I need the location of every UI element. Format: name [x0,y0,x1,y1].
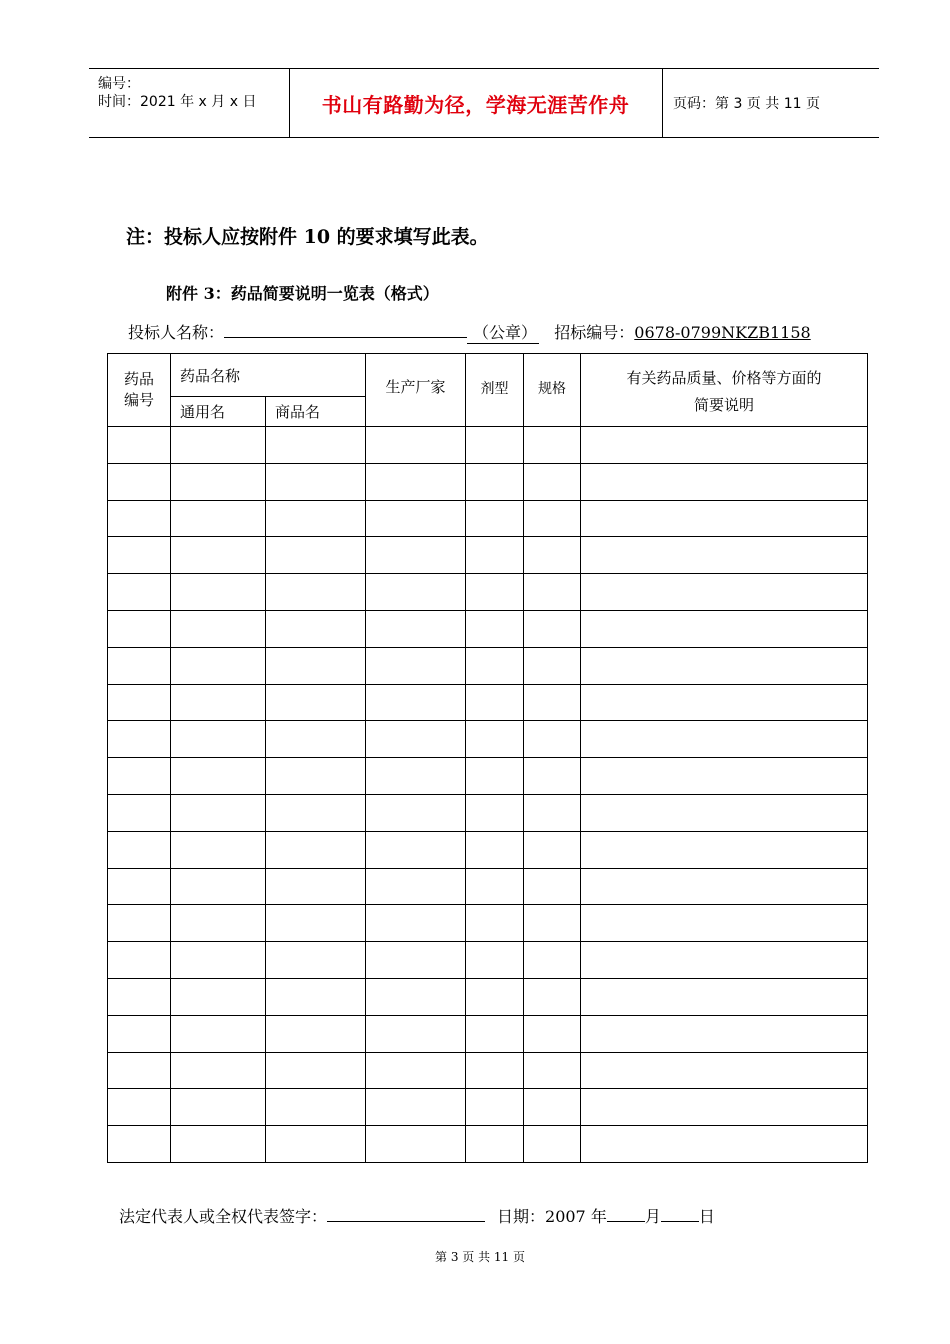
header-specification: 规格 [524,354,581,427]
header-description: 有关药品质量、价格等方面的 简要说明 [581,354,868,427]
table-cell[interactable] [108,758,171,795]
table-cell[interactable] [524,684,581,721]
table-cell[interactable] [466,978,524,1015]
table-cell[interactable] [524,1015,581,1052]
seal-label: （公章） [467,320,539,344]
table-row [108,831,868,868]
table-cell[interactable] [524,574,581,611]
table-cell[interactable] [581,831,868,868]
table-row [108,1052,868,1089]
table-cell[interactable] [108,427,171,464]
table-cell[interactable] [466,574,524,611]
table-cell[interactable] [266,758,366,795]
table-cell[interactable] [524,831,581,868]
table-cell[interactable] [581,463,868,500]
table-cell[interactable] [171,978,266,1015]
table-cell[interactable] [171,537,266,574]
table-row [108,1089,868,1126]
table-cell[interactable] [266,574,366,611]
table-cell[interactable] [108,1089,171,1126]
table-cell[interactable] [171,794,266,831]
table-row [108,905,868,942]
table-cell[interactable] [171,684,266,721]
bidder-line [128,320,811,344]
bidder-name-field[interactable] [224,323,467,338]
table-cell[interactable] [171,1052,266,1089]
table-cell[interactable] [581,500,868,537]
table-cell[interactable] [171,721,266,758]
table-cell[interactable] [108,684,171,721]
table-cell[interactable] [171,647,266,684]
table-cell[interactable] [581,1052,868,1089]
table-cell[interactable] [524,463,581,500]
table-cell[interactable] [466,794,524,831]
table-cell[interactable] [108,500,171,537]
signature-line [119,1204,715,1227]
day-label: 日 [698,1207,715,1226]
table-cell[interactable] [171,610,266,647]
header-drug-name: 药品名称 [171,354,366,397]
table-row [108,942,868,979]
table-cell[interactable] [466,463,524,500]
header-meta [89,69,290,137]
table-row [108,758,868,795]
table-row [108,1015,868,1052]
table-cell[interactable] [524,1052,581,1089]
table-cell[interactable] [524,537,581,574]
table-cell[interactable] [171,758,266,795]
table-cell[interactable] [524,905,581,942]
table-cell[interactable] [524,868,581,905]
table-cell[interactable] [581,610,868,647]
table-cell[interactable] [266,647,366,684]
table-cell[interactable] [108,721,171,758]
table-cell[interactable] [466,1089,524,1126]
table-cell[interactable] [581,794,868,831]
annex-title: 附件 3：药品简要说明一览表（格式） [166,284,439,303]
table-cell[interactable] [366,537,466,574]
table-cell[interactable] [366,610,466,647]
table-cell[interactable] [108,831,171,868]
tender-code: 0678-0799NKZB1158 [634,323,811,342]
page-info: 页码：第 3 页 共 11 页 [673,96,820,112]
table-cell[interactable] [266,610,366,647]
table-cell[interactable] [524,1126,581,1163]
table-cell[interactable] [466,905,524,942]
table-cell[interactable] [581,942,868,979]
table-cell[interactable] [366,1126,466,1163]
table-cell[interactable] [108,463,171,500]
table-cell[interactable] [266,794,366,831]
table-cell[interactable] [581,1126,868,1163]
tender-label: 招标编号： [554,323,635,342]
table-cell[interactable] [524,427,581,464]
table-row [108,427,868,464]
table-cell[interactable] [581,905,868,942]
table-cell[interactable] [366,684,466,721]
table-cell[interactable] [466,500,524,537]
table-cell[interactable] [108,1052,171,1089]
month-label: 月 [644,1207,661,1226]
table-cell[interactable] [266,868,366,905]
table-cell[interactable] [581,574,868,611]
code-label: 编号： [98,76,140,92]
table-cell[interactable] [266,463,366,500]
table-cell[interactable] [366,647,466,684]
bidder-name-label: 投标人名称： [128,323,225,342]
table-cell[interactable] [266,537,366,574]
table-cell[interactable] [524,758,581,795]
table-cell[interactable] [108,1126,171,1163]
table-cell[interactable] [108,794,171,831]
table-cell[interactable] [266,500,366,537]
table-cell[interactable] [266,427,366,464]
table-cell[interactable] [581,1015,868,1052]
table-cell[interactable] [466,1015,524,1052]
table-cell[interactable] [266,1015,366,1052]
table-cell[interactable] [581,647,868,684]
table-cell[interactable] [524,978,581,1015]
header-drug-no: 药品 编号 [108,354,171,427]
table-cell[interactable] [581,978,868,1015]
table-cell[interactable] [466,758,524,795]
table-row [108,721,868,758]
table-cell[interactable] [171,905,266,942]
table-cell[interactable] [466,537,524,574]
table-cell[interactable] [466,868,524,905]
table-row [108,794,868,831]
table-cell[interactable] [171,942,266,979]
table-cell[interactable] [366,574,466,611]
sign-label: 法定代表人或全权代表签字： [119,1207,328,1226]
table-cell[interactable] [524,721,581,758]
table-cell[interactable] [266,1126,366,1163]
table-row [108,1126,868,1163]
table-cell[interactable] [266,1052,366,1089]
table-cell[interactable] [108,610,171,647]
month-field[interactable] [607,1205,645,1222]
table-cell[interactable] [366,868,466,905]
page-header [89,68,879,138]
table-cell[interactable] [108,537,171,574]
table-cell[interactable] [581,721,868,758]
table-cell[interactable] [466,427,524,464]
table-cell[interactable] [171,574,266,611]
table-cell[interactable] [266,831,366,868]
table-cell[interactable] [581,758,868,795]
table-cell[interactable] [171,500,266,537]
header-trade-name: 商品名 [266,397,366,427]
header-dosage-form: 剂型 [466,354,524,427]
table-cell[interactable] [266,1089,366,1126]
drug-table [107,353,868,1163]
table-cell[interactable] [171,868,266,905]
table-cell[interactable] [366,1015,466,1052]
table-row [108,978,868,1015]
table-cell[interactable] [366,463,466,500]
table-cell[interactable] [524,1089,581,1126]
note: 注：投标人应按附件 10 的要求填写此表。 [126,226,489,248]
table-cell[interactable] [366,831,466,868]
table-cell[interactable] [266,942,366,979]
table-cell[interactable] [581,868,868,905]
table-row [108,537,868,574]
time-label: 时间：2021 年 x 月 x 日 [98,94,257,110]
table-cell[interactable] [524,610,581,647]
table-cell[interactable] [266,978,366,1015]
table-cell[interactable] [466,721,524,758]
page-number: 第 3 页 共 11 页 [435,1250,525,1264]
signature-field[interactable] [327,1205,485,1222]
table-cell[interactable] [266,684,366,721]
table-cell[interactable] [366,978,466,1015]
table-cell[interactable] [366,905,466,942]
table-cell[interactable] [524,942,581,979]
table-cell[interactable] [366,1052,466,1089]
table-cell[interactable] [366,758,466,795]
table-cell[interactable] [108,647,171,684]
table-cell[interactable] [366,794,466,831]
table-row [108,684,868,721]
table-cell[interactable] [581,684,868,721]
table-cell[interactable] [524,500,581,537]
table-cell[interactable] [466,1052,524,1089]
table-cell[interactable] [366,500,466,537]
motto: 书山有路勤为径，学海无涯苦作舟 [289,69,663,137]
table-cell[interactable] [366,427,466,464]
table-cell[interactable] [524,794,581,831]
table-cell[interactable] [108,905,171,942]
table-cell[interactable] [466,1126,524,1163]
table-row [108,574,868,611]
table-cell[interactable] [108,868,171,905]
table-cell[interactable] [581,427,868,464]
table-cell[interactable] [466,831,524,868]
table-cell[interactable] [171,427,266,464]
table-row [108,868,868,905]
table-cell[interactable] [171,1089,266,1126]
table-cell[interactable] [108,574,171,611]
table-cell[interactable] [466,647,524,684]
table-cell[interactable] [171,1015,266,1052]
table-cell[interactable] [171,1126,266,1163]
table-cell[interactable] [266,721,366,758]
table-cell[interactable] [108,942,171,979]
table-cell[interactable] [366,942,466,979]
table-body [108,427,868,1163]
table-cell[interactable] [171,463,266,500]
date-label: 日期：2007 年 [497,1207,607,1226]
table-cell[interactable] [466,684,524,721]
header-manufacturer: 生产厂家 [366,354,466,427]
table-cell[interactable] [581,1089,868,1126]
table-row [108,610,868,647]
table-row [108,463,868,500]
table-cell[interactable] [366,721,466,758]
table-cell[interactable] [581,537,868,574]
table-cell[interactable] [466,942,524,979]
table-row [108,647,868,684]
table-cell[interactable] [466,610,524,647]
table-cell[interactable] [266,905,366,942]
header-generic-name: 通用名 [171,397,266,427]
table-cell[interactable] [108,1015,171,1052]
table-cell[interactable] [366,1089,466,1126]
table-cell[interactable] [171,831,266,868]
table-cell[interactable] [524,647,581,684]
table-cell[interactable] [108,978,171,1015]
day-field[interactable] [661,1205,699,1222]
table-row [108,500,868,537]
